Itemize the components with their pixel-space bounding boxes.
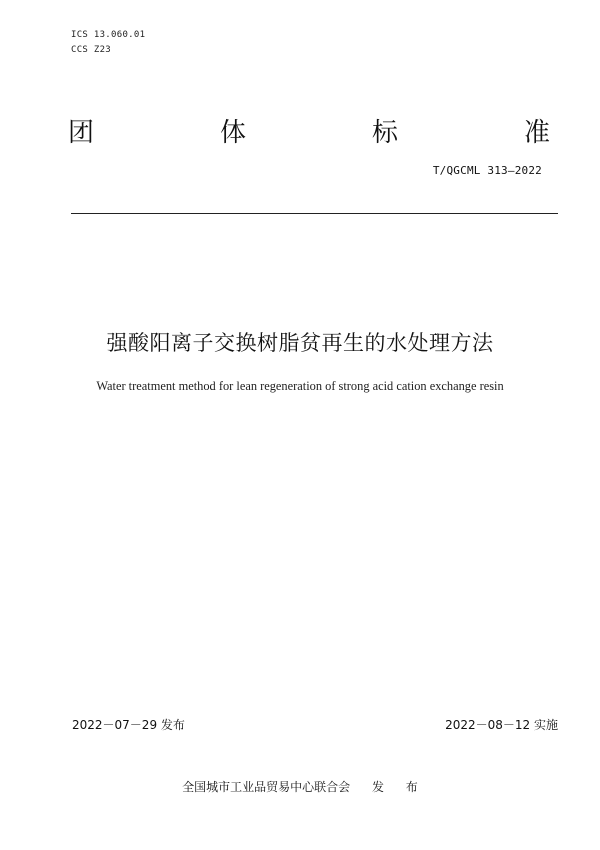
standard-type-char: 团 [68, 118, 95, 148]
publisher: 全国城市工业品贸易中心联合会 发 布 [182, 780, 418, 794]
header-divider [71, 213, 558, 214]
document-title-english: Water treatment method for lean regeneration of strong acid cation exchange resin [96, 379, 504, 393]
standard-type-char: 准 [523, 118, 550, 148]
document-title-chinese: 强酸阳离子交换树脂贫再生的水处理方法 [106, 331, 494, 355]
standard-type-char: 体 [219, 118, 246, 148]
standard-type-char: 标 [371, 118, 398, 148]
standard-number: T/QGCML 313—2022 [432, 164, 542, 177]
standard-type-heading [68, 112, 550, 149]
implementation-date: 2022－08－12 实施 [445, 718, 558, 732]
ccs-code: CCS Z23 [71, 45, 112, 55]
issue-date: 2022－07－29 发布 [72, 718, 185, 732]
ics-code: ICS 13.060.01 [71, 30, 146, 40]
